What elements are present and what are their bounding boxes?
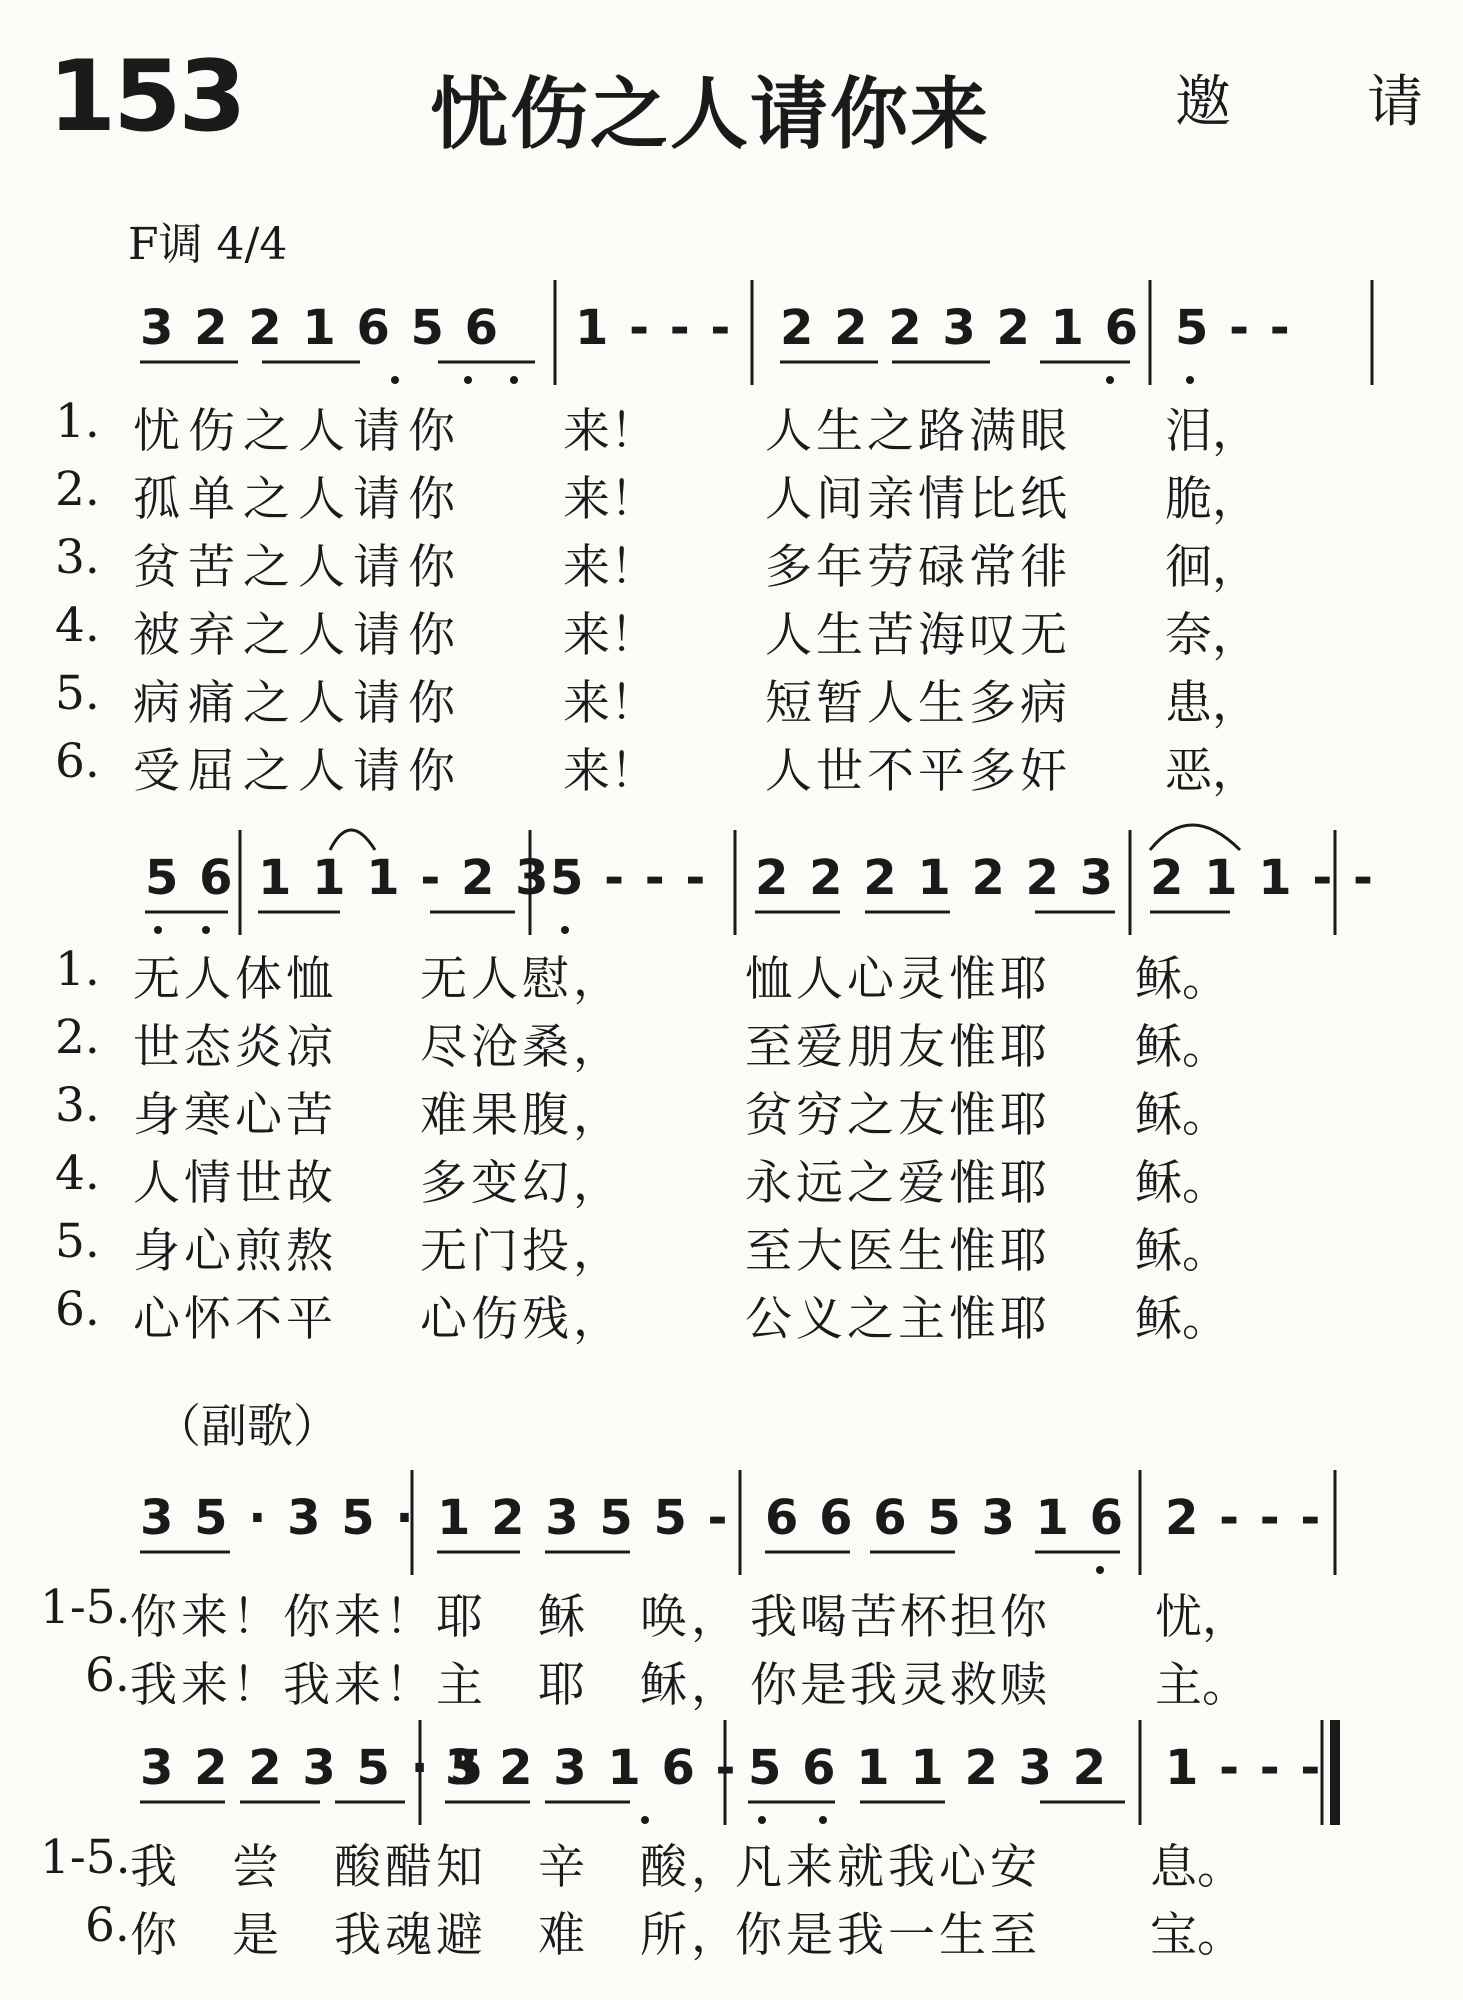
lyric: 你来！你来！耶 稣 唤， bbox=[130, 1590, 742, 1645]
lyric: 病痛之人请你 bbox=[133, 676, 463, 731]
lyric: 孤单之人请你 bbox=[133, 472, 463, 527]
lyric: 无人体恤 bbox=[133, 952, 337, 1007]
lyric: 稣。 bbox=[1135, 1088, 1229, 1143]
lyric: 来！ bbox=[563, 608, 657, 663]
lyric: 我 尝 酸醋知 辛 酸， bbox=[130, 1840, 742, 1895]
measure-1-1: 3 2 2 1 6 5 6 bbox=[140, 300, 501, 356]
lyric: 你是我一生至 bbox=[735, 1908, 1041, 1963]
lyric: 被弃之人请你 bbox=[133, 608, 463, 663]
verse-number: 3. bbox=[55, 1078, 100, 1133]
measure-2-3: 5 - - - bbox=[550, 850, 708, 906]
measure-2-4: 2 2 2 1 2 2 3 bbox=[755, 850, 1116, 906]
lyric: 至爱朋友惟耶 bbox=[745, 1020, 1051, 1075]
measure-3-4: 2 - - - bbox=[1165, 1490, 1323, 1546]
lyric: 来！ bbox=[563, 676, 657, 731]
slur bbox=[330, 830, 375, 850]
lyric: 人生之路满眼 bbox=[765, 404, 1071, 459]
verse-number: 2. bbox=[55, 1010, 100, 1065]
verse-number: 5. bbox=[55, 666, 100, 721]
chorus-label: （副歌） bbox=[155, 1399, 339, 1453]
lyric: 人间亲情比纸 bbox=[765, 472, 1071, 527]
hymn-category: 邀 请 bbox=[1175, 70, 1463, 135]
low-octave-dot bbox=[510, 376, 518, 384]
lyric: 贫穷之友惟耶 bbox=[745, 1088, 1051, 1143]
lyric: 泪， bbox=[1165, 404, 1259, 459]
verse-number: 6. bbox=[85, 1898, 130, 1953]
lyric: 稣。 bbox=[1135, 1292, 1229, 1347]
lyric: 世态炎凉 bbox=[133, 1020, 337, 1075]
key-signature: F调 4/4 bbox=[128, 219, 288, 270]
lyric: 息。 bbox=[1150, 1840, 1244, 1895]
lyric: 多变幻， bbox=[420, 1156, 624, 1211]
verse-number: 6. bbox=[55, 734, 100, 789]
low-octave-dot bbox=[154, 926, 162, 934]
lyric: 患， bbox=[1165, 676, 1259, 731]
measure-1-3: 2 2 2 3 2 1 6 bbox=[780, 300, 1141, 356]
measure-2-1: 5 6 bbox=[145, 850, 235, 906]
verse-number: 1. bbox=[55, 942, 100, 997]
slur bbox=[1150, 825, 1240, 850]
measure-4-2: 3 2 3 1 6 - bbox=[445, 1740, 738, 1796]
lyric: 人世不平多奸 bbox=[765, 744, 1071, 799]
final-bar-thick bbox=[1330, 1720, 1340, 1825]
lyric: 公义之主惟耶 bbox=[745, 1292, 1051, 1347]
lyric: 来！ bbox=[563, 404, 657, 459]
low-octave-dot bbox=[819, 1816, 827, 1824]
lyric: 稣。 bbox=[1135, 1224, 1229, 1279]
lyric: 恶， bbox=[1165, 744, 1259, 799]
verse-number: 1-5. bbox=[40, 1580, 131, 1635]
lyric: 难果腹， bbox=[420, 1088, 624, 1143]
lyric: 尽沧桑， bbox=[420, 1020, 624, 1075]
lyric: 无门投， bbox=[420, 1224, 624, 1279]
lyric: 身心煎熬 bbox=[133, 1224, 337, 1279]
lyric: 人生苦海叹无 bbox=[765, 608, 1071, 663]
lyric: 奈， bbox=[1165, 608, 1259, 663]
measure-3-2: 1 2 3 5 5 - bbox=[437, 1490, 730, 1546]
low-octave-dot bbox=[1096, 1566, 1104, 1574]
low-octave-dot bbox=[561, 926, 569, 934]
lyric: 你 是 我魂避 难 所， bbox=[130, 1908, 742, 1963]
lyric: 你是我灵救赎 bbox=[750, 1658, 1050, 1713]
measure-2-5: 2 1 1 - - bbox=[1150, 850, 1375, 906]
low-octave-dot bbox=[1106, 376, 1114, 384]
lyric: 来！ bbox=[563, 472, 657, 527]
verse-number: 3. bbox=[55, 530, 100, 585]
verse-number: 6. bbox=[85, 1648, 130, 1703]
verse-number: 1. bbox=[55, 394, 100, 449]
low-octave-dot bbox=[758, 1816, 766, 1824]
lyric: 人情世故 bbox=[133, 1156, 337, 1211]
measure-4-4: 1 - - - bbox=[1165, 1740, 1323, 1796]
verse-number: 6. bbox=[55, 1282, 100, 1337]
lyric: 心怀不平 bbox=[133, 1292, 337, 1347]
low-octave-dot bbox=[641, 1816, 649, 1824]
lyric: 稣。 bbox=[1135, 1020, 1229, 1075]
lyric: 心伤残， bbox=[420, 1292, 624, 1347]
hymn-title: 忧伤之人请你来 bbox=[430, 70, 991, 160]
lyric: 来！ bbox=[563, 744, 657, 799]
lyric: 徊， bbox=[1165, 540, 1259, 595]
lyric: 宝。 bbox=[1150, 1908, 1244, 1963]
lyric: 身寒心苦 bbox=[133, 1088, 337, 1143]
lyric: 主。 bbox=[1155, 1658, 1249, 1713]
lyric: 永远之爱惟耶 bbox=[745, 1156, 1051, 1211]
lyric: 脆， bbox=[1165, 472, 1259, 527]
low-octave-dot bbox=[464, 376, 472, 384]
low-octave-dot bbox=[391, 376, 399, 384]
lyric: 来！ bbox=[563, 540, 657, 595]
measure-4-3: 5 6 1 1 2 3 2 bbox=[748, 1740, 1109, 1796]
low-octave-dot bbox=[202, 926, 210, 934]
lyric: 贫苦之人请你 bbox=[133, 540, 463, 595]
measure-3-1: 3 5 · 3 5 · bbox=[140, 1490, 416, 1546]
lyric: 稣。 bbox=[1135, 1156, 1229, 1211]
lyric: 我喝苦杯担你 bbox=[750, 1590, 1050, 1645]
measure-1-4: 5 - - bbox=[1175, 300, 1292, 356]
hymn-number: 153 bbox=[48, 40, 244, 154]
verse-number: 1-5. bbox=[40, 1830, 131, 1885]
verse-number: 5. bbox=[55, 1214, 100, 1269]
verse-number: 4. bbox=[55, 1146, 100, 1201]
lyric: 凡来就我心安 bbox=[735, 1840, 1041, 1895]
lyric: 多年劳碌常徘 bbox=[765, 540, 1071, 595]
lyric: 忧， bbox=[1155, 1590, 1249, 1645]
lyric: 受屈之人请你 bbox=[133, 744, 463, 799]
measure-3-3: 6 6 6 5 3 1 6 bbox=[765, 1490, 1126, 1546]
lyric: 无人慰， bbox=[420, 952, 624, 1007]
lyric: 稣。 bbox=[1135, 952, 1229, 1007]
verse-number: 4. bbox=[55, 598, 100, 653]
verse-number: 2. bbox=[55, 462, 100, 517]
lyric: 短暂人生多病 bbox=[765, 676, 1071, 731]
low-octave-dot bbox=[1186, 376, 1194, 384]
lyric: 忧伤之人请你 bbox=[133, 404, 463, 459]
lyric: 我来！我来！主 耶 稣， bbox=[130, 1658, 742, 1713]
measure-1-2: 1 - - - bbox=[575, 300, 733, 356]
measure-2-2: 1 1 1 - 2 3 bbox=[258, 850, 551, 906]
lyric: 至大医生惟耶 bbox=[745, 1224, 1051, 1279]
lyric: 恤人心灵惟耶 bbox=[745, 952, 1051, 1007]
measure-4-1: 3 2 2 3 5 · 5 bbox=[140, 1740, 485, 1796]
